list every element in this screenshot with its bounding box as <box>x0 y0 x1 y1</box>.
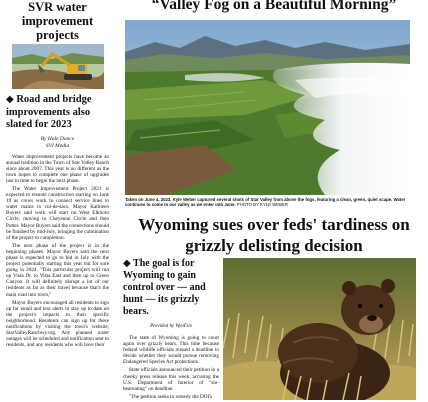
road-bridge-subhead-text: Road and bridge improvements also slated for 2023 <box>6 94 92 130</box>
diamond-bullet-icon: ◆ <box>123 258 131 269</box>
fog-headline: “Valley Fog on a Beautiful Morning” <box>151 0 397 13</box>
body-paragraph: Water improvement projects have become an annual tradition in the Town of Star Valley Ranch since about 2007. This year is no different as the town hopes to complete one phase of upgrades just in time to begin the next phase. <box>6 153 109 184</box>
body-paragraph: The next phase of the project is in the beginning phases. Mayor Buyers said the next phase is expected to go to bid in July with the project potentially starting this year but for sure going in 2024. "This particular project will run up Vista Dr. to Vista East and then up to Green Canyon. It will definitely disrupt a lot of our residents as far as their travel because that's the main road into town," <box>6 242 109 298</box>
grizzly-body <box>123 335 219 400</box>
caption-text: Taken on June 4, 2023, Kyle Weber captured several shots of Star Valley from above the fogs, featuring a clean, green, quiet scape. Water continues to come to our valley as we enter into June. <box>125 197 406 208</box>
byline-name: By Hale Dance <box>40 135 75 142</box>
grizzly-bear-photo <box>223 258 416 400</box>
body-paragraph: Mayor Buyers encouraged all residents to sign up for email and text alerts to stay up to date on the project's impacts to their specific neighborhood. Residents can sign up for these notifications by visiting the town's website, StarValleyRanchwy.org. Any planned water outages will be scheduled and notification sent to residents, and any residents who will have their <box>6 299 109 349</box>
byline-outlet: SVI Media <box>45 142 70 149</box>
grizzly-byline: Provided by WyoFile <box>150 324 192 329</box>
road-bridge-subhead <box>6 94 109 132</box>
grizzly-column <box>123 258 219 402</box>
grizzly-subhead <box>123 258 219 318</box>
grizzly-headline: Wyoming sues over feds' tardiness on grizzly delisting decision <box>138 215 410 255</box>
excavator-photo <box>12 44 104 89</box>
body-paragraph: State officials announced their petition in a cheeky press release this week, accusing the U.S. Department of Interior of "slo-bearnating" on deadline. <box>123 367 219 392</box>
grizzly-subhead-text: The goal is for Wyoming to gain control over — and hunt — its grizzly bears. <box>123 258 206 317</box>
byline <box>0 136 115 150</box>
photo-credit: PHOTO BY KYLE WEBER <box>236 202 288 208</box>
left-column <box>0 0 115 400</box>
body-paragraph: "The petition seeks to remedy the DOI's <box>129 393 213 400</box>
body-paragraph: The state of Wyoming is going to court again over grizzly bears. This time because federal wildlife officials missed a deadline to decide whether they would pursue removing Endangered Species Act protections. <box>123 335 219 366</box>
valley-fog-photo <box>125 20 410 195</box>
body-paragraph: The Water Improvement Project 2021 is expected to resume construction starting on June 19 as crews work to connect service lines to water mains in cul-de-sacs. Mayor Kathleen Buyers said work will start on West Elkhorn Circle, moving to Cheyenne Circle and then Potter. Mayor Buyers said the connections should be finished by mid-July, bringing the culmination of the project to completion. <box>6 185 110 241</box>
water-projects-body <box>6 154 109 349</box>
water-projects-headline: SVR water improvement projects <box>21 0 94 42</box>
diamond-bullet-icon: ◆ <box>6 94 14 105</box>
fog-photo-caption <box>125 197 410 207</box>
